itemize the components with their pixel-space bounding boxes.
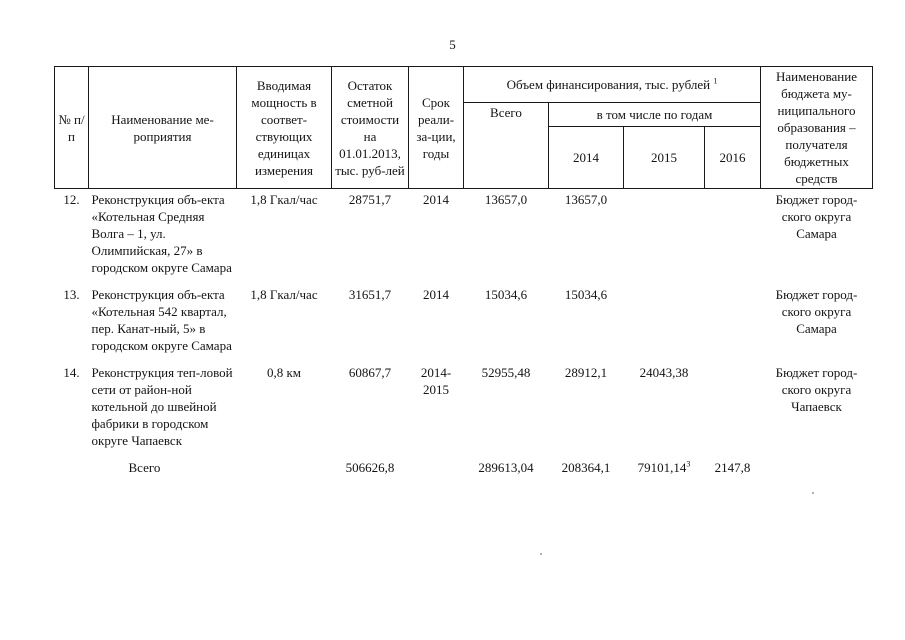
total-balance: 506626,8 xyxy=(345,460,395,475)
row-2014: 15034,6 xyxy=(564,287,608,302)
row-balance: 28751,7 xyxy=(348,192,392,207)
row-term: 2014 xyxy=(423,287,449,302)
row-name: Реконструкция объ-екта «Котельная Средняя Волга – 1, ул. Олимпийская, 27» в городском округе Самара xyxy=(91,192,232,275)
header-year-2014: 2014 xyxy=(549,127,624,189)
total-sum: 289613,04 xyxy=(478,460,534,475)
total-2014: 208364,1 xyxy=(561,460,611,475)
header-balance: Остаток сметной стоимости на 01.01.2013, тыс. руб-лей xyxy=(332,67,409,189)
row-2016 xyxy=(705,362,761,457)
header-funding xyxy=(464,67,761,103)
row-budget: Бюджет город-ского округа Самара xyxy=(775,192,858,241)
row-total: 13657,0 xyxy=(484,192,528,207)
row-balance: 60867,7 xyxy=(348,365,392,380)
row-term: 2014 xyxy=(423,192,449,207)
scan-speck xyxy=(540,553,542,555)
row-num: 14. xyxy=(63,365,80,380)
table-row xyxy=(55,189,873,285)
header-total: Всего xyxy=(464,103,549,189)
row-2016 xyxy=(705,189,761,285)
funding-table xyxy=(54,66,873,484)
scan-speck xyxy=(812,492,814,494)
header-by-years: в том числе по годам xyxy=(549,103,761,127)
row-num: 12. xyxy=(63,192,80,207)
total-row xyxy=(55,457,873,484)
header-funding-note: 1 xyxy=(713,76,718,86)
row-name: Реконструкция объ-екта «Котельная 542 квартал, пер. Канат-ный, 5» в городском округе Самара xyxy=(91,287,232,353)
row-balance: 31651,7 xyxy=(348,287,392,302)
total-2015 xyxy=(624,457,705,484)
row-total: 52955,48 xyxy=(481,365,531,380)
row-capacity: 0,8 км xyxy=(266,365,302,380)
row-name: Реконструкция теп-ловой сети от район-ной котельной до швейной фабрики в городском округе Чапаевск xyxy=(91,365,233,448)
table-row xyxy=(55,362,873,457)
total-label: Всего xyxy=(128,460,161,475)
total-2015-value: 79101,14 xyxy=(637,460,687,475)
row-2014: 13657,0 xyxy=(564,192,608,207)
header-capacity: Вводимая мощность в соответ-ствующих единицах измерения xyxy=(237,67,332,189)
row-capacity: 1,8 Гкал/час xyxy=(250,287,318,302)
row-2016 xyxy=(705,284,761,362)
page-number: 5 xyxy=(449,37,456,52)
row-term: 2014-2015 xyxy=(420,365,452,397)
row-total: 15034,6 xyxy=(484,287,528,302)
table-row xyxy=(55,284,873,362)
header-term: Срок реали-за-ции, годы xyxy=(409,67,464,189)
header-funding-text: Объем финансирования, тыс. рублей xyxy=(506,77,711,92)
row-2015: 24043,38 xyxy=(639,365,689,380)
row-num: 13. xyxy=(63,287,80,302)
row-capacity: 1,8 Гкал/час xyxy=(250,192,318,207)
header-year-2016: 2016 xyxy=(705,127,761,189)
row-2015 xyxy=(624,189,705,285)
total-2015-note: 3 xyxy=(686,459,691,469)
header-name: Наименование ме-роприятия xyxy=(89,67,237,189)
total-2016: 2147,8 xyxy=(714,460,751,475)
header-year-2015: 2015 xyxy=(624,127,705,189)
row-2014: 28912,1 xyxy=(564,365,608,380)
header-budget: Наименование бюджета му-ниципального образования – получателя бюджетных средств xyxy=(761,67,873,189)
row-budget: Бюджет город-ского округа Чапаевск xyxy=(775,365,858,414)
header-num: № п/п xyxy=(55,67,89,189)
row-budget: Бюджет город-ского округа Самара xyxy=(775,287,858,336)
row-2015 xyxy=(624,284,705,362)
